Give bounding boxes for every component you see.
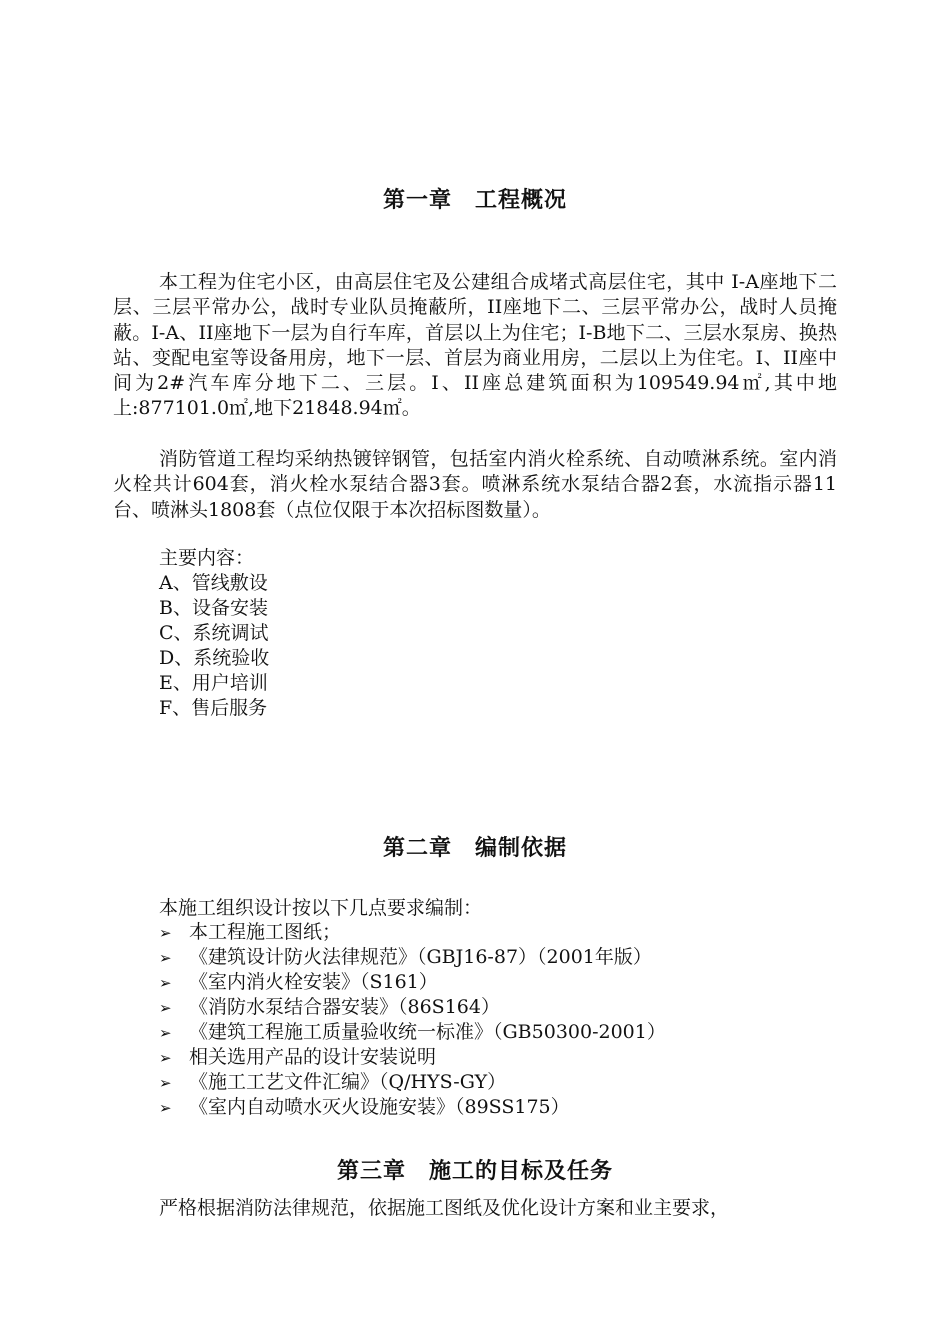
bullet-text: 《建筑设计防火法律规范》（GBJ16-87）（2001年版）: [189, 946, 652, 968]
arrow-bullet-icon: ➢: [159, 974, 172, 992]
bullet-text: 《消防水泵结合器安装》（86S164）: [189, 996, 500, 1018]
list-item: [159, 945, 652, 971]
chapter-2-intro: 本施工组织设计按以下几点要求编制：: [159, 897, 483, 919]
arrow-bullet-icon: ➢: [159, 999, 172, 1017]
arrow-bullet-icon: ➢: [159, 949, 172, 967]
list-item: [159, 1020, 666, 1046]
list-item: [159, 920, 341, 946]
bullet-text: 《室内自动喷水灭火设施安装》（89SS175）: [189, 1096, 570, 1118]
bullet-text: 《建筑工程施工质量验收统一标准》（GB50300-2001）: [189, 1021, 666, 1043]
arrow-bullet-icon: ➢: [159, 1024, 172, 1042]
arrow-bullet-icon: ➢: [159, 1099, 172, 1117]
list-item: B、设备安装: [159, 597, 268, 619]
chapter-1-paragraph-1: 本工程为住宅小区，由高层住宅及公建组合成堵式高层住宅，其中 I-A座地下二层、三层平常办公，战时专业队员掩蔽所，II座地下二、三层平常办公，战时人员掩蔽。I-A、II座地下一层为自行车库，首层以上为住宅；I-B地下二、三层水泵房、换热站、变配电室等设备用房，地下一层、首层为商业用房，二层以上为住宅。I、II座中间为2#汽车库分地下二、三层。I、II座总建筑面积为109549.94㎡,其中地上:877101.0㎡,地下21848.94㎡。: [113, 271, 837, 420]
arrow-bullet-icon: ➢: [159, 1074, 172, 1092]
arrow-bullet-icon: ➢: [159, 1049, 172, 1067]
list-item: C、系统调试: [159, 622, 269, 644]
chapter-2-title: 第二章 编制依据: [382, 836, 567, 861]
main-content-label: 主要内容：: [159, 547, 255, 569]
bullet-text: 相关选用产品的设计安装说明: [189, 1046, 437, 1068]
bullet-text: 《室内消火栓安装》（S161）: [189, 971, 438, 993]
chapter-3-first-line: 严格根据消防法律规范，依据施工图纸及优化设计方案和业主要求，: [159, 1197, 730, 1219]
list-item: [159, 1070, 506, 1096]
arrow-bullet-icon: ➢: [159, 924, 172, 942]
chapter-1-paragraph-2: 消防管道工程均采纳热镀锌钢管，包括室内消火栓系统、自动喷淋系统。室内消火栓共计604套，消火栓水泵结合器3套。喷淋系统水泵结合器2套，水流指示器11台、喷淋头1808套（点位仅限于本次招标图数量）。: [113, 448, 837, 521]
chapter-3-title: 第三章 施工的目标及任务: [336, 1159, 613, 1184]
list-item: F、售后服务: [159, 697, 268, 719]
bullet-text: 《施工工艺文件汇编》（Q/HYS-GY）: [189, 1071, 507, 1093]
bullet-text: 本工程施工图纸；: [189, 921, 342, 943]
list-item: [159, 1095, 570, 1121]
list-item: [159, 995, 500, 1021]
list-item: D、系统验收: [159, 647, 270, 669]
list-item: [159, 1045, 436, 1071]
list-item: E、用户培训: [159, 672, 268, 694]
list-item: A、管线敷设: [159, 572, 268, 594]
chapter-1-title: 第一章 工程概况: [382, 188, 567, 213]
list-item: [159, 970, 438, 996]
